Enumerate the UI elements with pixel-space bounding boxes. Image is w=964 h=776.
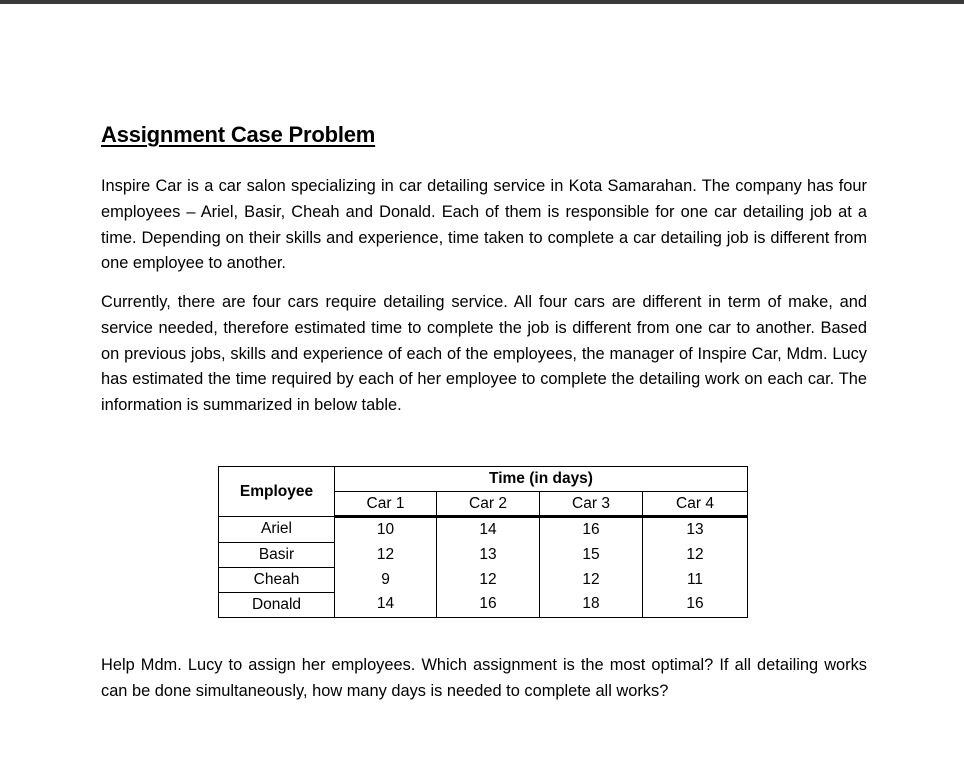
time-cell: 10: [335, 517, 437, 543]
table-header-row-1: [219, 467, 748, 492]
time-cell: 12: [335, 542, 437, 567]
car-header: Car 4: [643, 492, 748, 517]
time-header: Time (in days): [335, 467, 748, 492]
time-cell: 9: [335, 567, 437, 592]
employee-name: Donald: [219, 592, 335, 617]
employee-name: Basir: [219, 542, 335, 567]
employee-header: Employee: [219, 467, 335, 517]
time-cell: 11: [643, 567, 748, 592]
car-header: Car 3: [540, 492, 643, 517]
car-header: Car 1: [335, 492, 437, 517]
table-row: [219, 517, 748, 543]
time-cell: 13: [643, 517, 748, 543]
car-header: Car 2: [437, 492, 540, 517]
time-cell: 15: [540, 542, 643, 567]
table-row: [219, 542, 748, 567]
table-row: [219, 592, 748, 617]
time-cell: 16: [643, 592, 748, 617]
employee-name: Cheah: [219, 567, 335, 592]
time-cell: 14: [335, 592, 437, 617]
time-cell: 16: [540, 517, 643, 543]
paragraph-context: Currently, there are four cars require detailing service. All four cars are different in term of make, and service needed, therefore estimated time to complete the job is different from one car to another. Based on previous jobs, skills and experience of each of the employees, the manager of Inspire Car, Mdm. Lucy has estimated the time required by each of her employee to complete the detailing work on each car. The information is summarized in below table.: [101, 293, 867, 415]
time-cell: 13: [437, 542, 540, 567]
employee-name: Ariel: [219, 517, 335, 543]
time-cell: 12: [540, 567, 643, 592]
page-top-border: [0, 0, 964, 4]
table-row: [219, 567, 748, 592]
time-cell: 14: [437, 517, 540, 543]
time-cell: 18: [540, 592, 643, 617]
time-cell: 12: [643, 542, 748, 567]
time-cell: 12: [437, 567, 540, 592]
assignment-time-table: [218, 466, 748, 618]
time-cell: 16: [437, 592, 540, 617]
document-title: Assignment Case Problem: [101, 122, 376, 147]
paragraph-intro: Inspire Car is a car salon specializing in car detailing service in Kota Samarahan. The company has four employees – Ariel, Basir, Cheah and Donald. Each of them is responsible for one car detailing job at a time. Depending on their skills and experience, time taken to complete a car detailing job is different from one employee to another.: [101, 177, 867, 273]
paragraph-question: Help Mdm. Lucy to assign her employees. Which assignment is the most optimal? If all detailing works can be done simultaneously, how many days is needed to complete all works?: [101, 656, 867, 700]
